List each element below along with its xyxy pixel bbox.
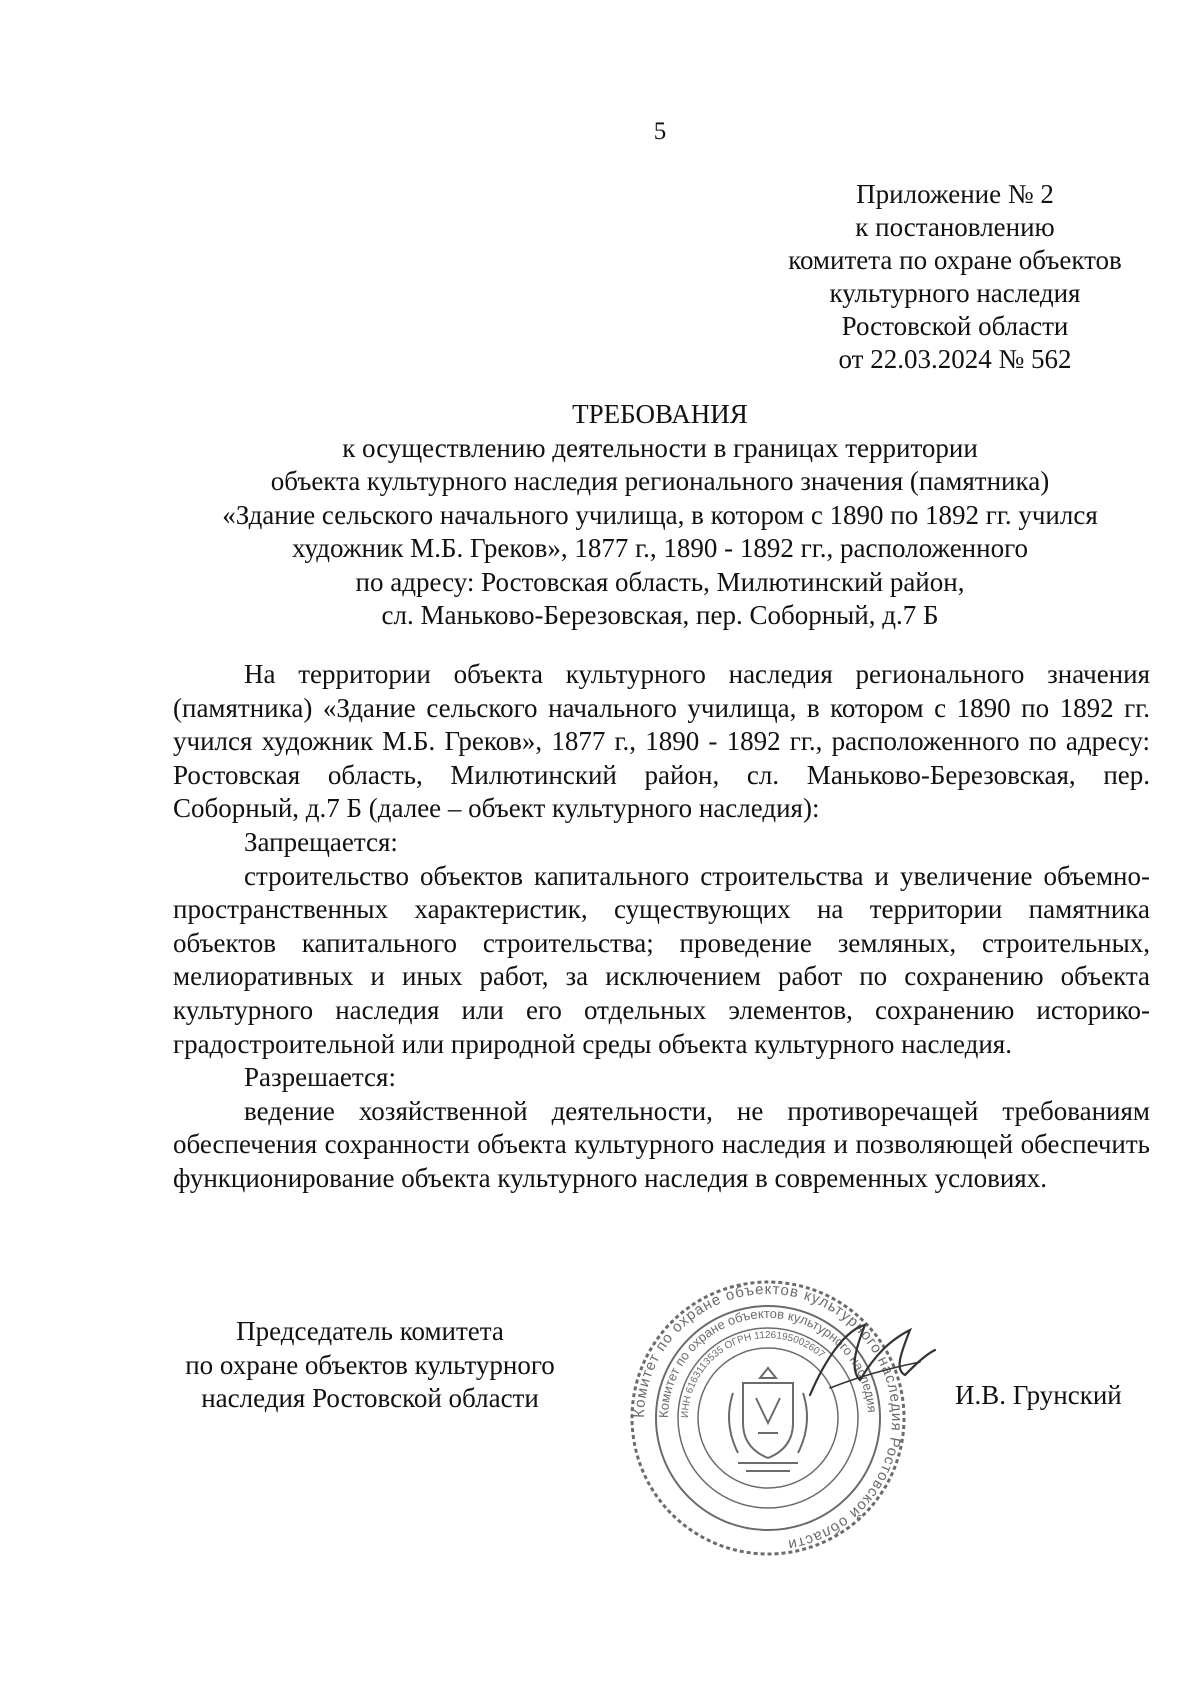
appendix-line: к постановлению: [855, 212, 1055, 242]
appendix-line: Приложение № 2: [856, 179, 1054, 209]
document-title: [170, 398, 1150, 633]
document-body: [173, 658, 1150, 1196]
signatory-position-line: Председатель комитета: [236, 1316, 504, 1346]
prohibited-paragraph: строительство объектов капитального строительства и увеличение объемно-пространственных характеристик, существующих на территории памятника объектов капитального строительства; проведение земляных, строительных, мелиоративных и иных работ, за исключением работ по сохранению объекта культурного наследия или его отдельных элементов, сохранению историко-градостроительной или природной среды объекта культурного наследия.: [173, 860, 1150, 1059]
seal-outer-text: Комитет по охране объектов культурного наследия Ростовской области: [630, 1280, 906, 1554]
seal-number-text: ИНН 6163113535 ОГРН 1126195002607: [679, 1329, 827, 1419]
intro-paragraph: На территории объекта культурного наследия регионального значения (памятника) «Здание сельского начального училища, в котором с 1890 по 1892 гг. учился художник М.Б. Греков», 1877 г., 1890 - 1892 гг., расположенного по адресу: Ростовская область, Милютинский район, сл. Маньково-Березовская, пер. Соборный, д.7 Б (далее – объект культурного наследия):: [173, 659, 1150, 824]
signatory-name: И.В. Грунский: [955, 1380, 1122, 1410]
page-number: 5: [653, 118, 667, 145]
title-line: художник М.Б. Греков», 1877 г., 1890 - 1892 гг., расположенного: [292, 533, 1028, 563]
appendix-block: [750, 178, 1160, 376]
allowed-paragraph: ведение хозяйственной деятельности, не противоречащей требованиям обеспечения сохранности объекта культурного наследия и позволяющей обеспечить функционирование объекта культурного наследия в современных условиях.: [173, 1095, 1150, 1193]
prohibited-label: Запрещается:: [244, 826, 398, 857]
title-line: к осуществлению деятельности в границах территории: [342, 432, 978, 463]
title-line: объекта культурного наследия регионального значения (памятника): [270, 466, 1050, 496]
appendix-line: комитета по охране объектов: [788, 245, 1122, 275]
title-line: сл. Маньково-Березовская, пер. Соборный, д.7 Б: [381, 600, 939, 630]
title-line: по адресу: Ростовская область, Милютинский район,: [355, 566, 965, 597]
appendix-line: Ростовской области: [841, 311, 1069, 341]
seal-inner-text: Комитет по охране объектов культурного наследия: [655, 1305, 880, 1419]
title-heading: ТРЕБОВАНИЯ: [572, 399, 748, 429]
allowed-label: Разрешается:: [244, 1062, 396, 1093]
appendix-line: культурного наследия: [829, 278, 1081, 308]
signatory-position: [160, 1315, 580, 1416]
handwritten-signature: [790, 1300, 940, 1420]
title-line: «Здание сельского начального училища, в котором с 1890 по 1892 гг. учился: [222, 499, 1098, 530]
appendix-line: от 22.03.2024 № 562: [838, 344, 1072, 374]
signatory-position-line: по охране объектов культурного: [185, 1349, 555, 1380]
signatory-position-line: наследия Ростовской области: [201, 1383, 539, 1413]
